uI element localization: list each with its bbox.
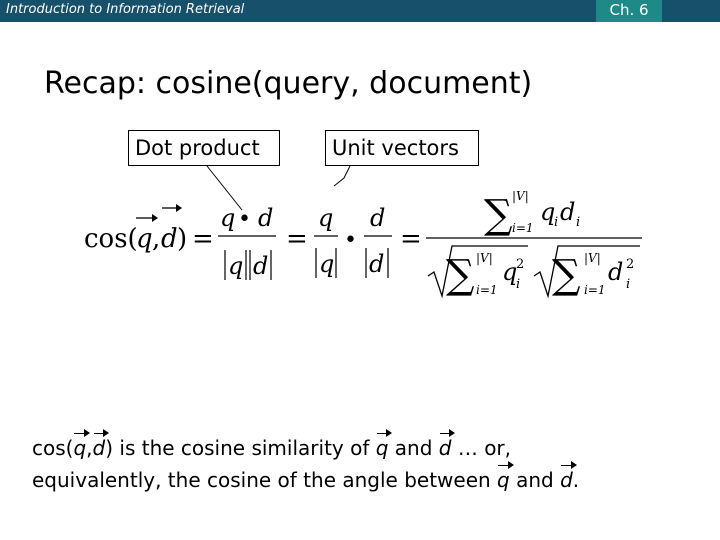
svg-text:2: 2 [516,257,525,272]
svg-text:q: q [318,204,334,232]
q-vector-inline: q [497,464,510,496]
d-vector-inline: d [93,432,106,464]
svg-text:d: d [370,204,386,232]
svg-text:d: d [253,252,269,280]
svg-text:i=1: i=1 [512,221,534,235]
course-title: Introduction to Information Retrieval [6,2,245,17]
svg-text:i: i [554,215,559,230]
svg-text:i: i [626,277,631,292]
sum-fraction [426,189,642,298]
svg-text:∑: ∑ [484,192,513,238]
svg-text:∑: ∑ [446,252,475,298]
unit-vector-fractions [314,204,392,278]
svg-text:i: i [516,277,521,292]
svg-text:d: d [161,224,178,254]
q-vector-inline: q [376,432,389,464]
d-vector-inline: d [560,464,573,496]
body-line-1: cos(q,d) is the cosine similarity of q and d … or, [32,432,579,464]
svg-text:q: q [502,258,518,286]
svg-text:d: d [369,250,385,278]
cos-label: cos( [84,224,138,254]
equals-3: = [400,224,422,254]
d-vector-inline: d [439,432,452,464]
body-line-2: equivalently, the cosine of the angle between q and d. [32,464,579,496]
dot-product-callout: Dot product [128,130,280,166]
svg-text:i=1: i=1 [584,283,606,297]
equals-2: = [286,224,308,254]
body-text [32,432,579,496]
svg-text:|V|: |V| [584,251,601,265]
svg-text:i: i [576,215,581,230]
svg-text:2: 2 [626,257,635,272]
svg-text:d: d [608,258,624,286]
svg-text:q: q [319,250,335,278]
svg-text:q: q [136,224,153,254]
equals-1: = [192,224,214,254]
svg-text:q: q [540,198,556,226]
svg-text:d: d [258,204,274,232]
dot-product-fraction [218,204,276,280]
comma: , [152,224,161,254]
q-vector-inline: q [73,432,86,464]
svg-text:|V|: |V| [512,189,529,203]
svg-text:|V|: |V| [476,251,493,265]
svg-text:∑: ∑ [552,252,581,298]
svg-text:•: • [344,228,357,253]
close-paren: ) [177,224,188,254]
svg-text:•: • [238,207,251,232]
svg-text:d: d [560,198,576,226]
unit-vectors-pointer [334,166,350,186]
svg-text:i=1: i=1 [476,283,498,297]
chapter-badge: Ch. 6 [596,0,662,22]
svg-text:q: q [220,204,236,232]
slide-title: Recap: cosine(query, document) [44,66,533,101]
unit-vectors-callout: Unit vectors [325,130,479,166]
svg-text:q: q [228,252,244,280]
